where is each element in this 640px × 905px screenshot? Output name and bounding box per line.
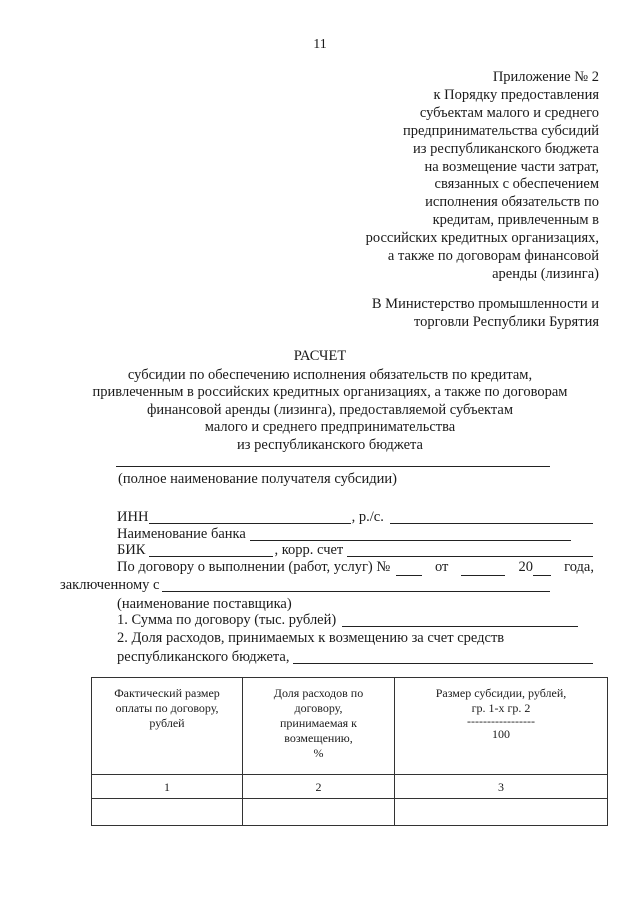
header-actual-payment: Фактический размер оплаты по договору, рублей	[92, 678, 243, 775]
column-number-1: 1	[92, 775, 243, 799]
subsidy-amount-cell[interactable]	[395, 799, 608, 826]
contract-sum-field[interactable]	[342, 613, 578, 627]
contract-label: По договору о выполнении (работ, услуг) №	[117, 559, 391, 575]
table-header-row	[92, 678, 608, 775]
subtitle-line: из республиканского бюджета	[237, 436, 423, 453]
contract-row	[117, 558, 594, 576]
document-subtitle	[80, 367, 580, 454]
share-field[interactable]	[293, 650, 593, 664]
contract-date-field[interactable]	[461, 562, 505, 576]
supplier-caption: (наименование поставщика)	[117, 596, 292, 612]
share-row-2	[117, 648, 594, 666]
subtitle-line: субсидии по обеспечению исполнения обязательств по кредитам,	[127, 367, 533, 383]
column-number-2: 2	[243, 775, 395, 799]
corr-account-field[interactable]	[347, 543, 593, 557]
header-subsidy-amount: Размер субсидии, рублей, гр. 1-х гр. 2 ----------------- 100	[395, 678, 608, 775]
appendix-line: исполнения обязательств по	[425, 194, 599, 211]
account-field[interactable]	[390, 510, 593, 524]
addressee-line: торговли Республики Бурятия	[413, 314, 599, 330]
appendix-line: российских кредитных организациях,	[365, 230, 599, 247]
appendix-line: на возмещение части затрат,	[424, 158, 599, 175]
contract-sum-label: 1. Сумма по договору (тыс. рублей)	[117, 612, 337, 628]
bank-name-field[interactable]	[250, 527, 571, 541]
contract-year-field[interactable]	[533, 562, 551, 576]
contract-number-field[interactable]	[396, 562, 422, 576]
bik-label: БИК	[117, 542, 146, 558]
contract-sum-row	[117, 611, 594, 629]
inn-field[interactable]	[149, 510, 350, 524]
account-label: , р./с.	[351, 509, 384, 525]
inn-row	[117, 508, 594, 526]
contract-from-label: от	[434, 559, 449, 575]
appendix-line: аренды (лизинга)	[492, 265, 599, 282]
subtitle-line: привлеченным в российских кредитных организациях, а также по договорам	[92, 384, 568, 401]
subtitle-line: малого и среднего предпринимательства	[204, 419, 456, 436]
document-title: РАСЧЕТ	[293, 348, 347, 364]
addressee-block	[279, 295, 599, 331]
inn-label: ИНН	[117, 509, 149, 525]
appendix-line: связанных с обеспечением	[434, 176, 599, 193]
corr-account-label: , корр. счет	[274, 542, 344, 558]
subtitle-line: финансовой аренды (лизинга), предоставляемой субъектам	[146, 401, 513, 418]
contract-year-prefix: 20	[518, 559, 534, 575]
concluded-with-label: заключенному с	[60, 577, 160, 593]
share-label-line1: 2. Доля расходов, принимаемых к возмещению за счет средств	[117, 630, 505, 646]
contract-year-suffix: года,	[564, 559, 594, 575]
bik-row	[117, 541, 594, 559]
calculation-table	[91, 677, 608, 826]
concluded-row	[60, 576, 550, 594]
bank-name-label: Наименование банка	[117, 526, 246, 542]
expense-share-cell[interactable]	[243, 799, 395, 826]
table-row	[92, 799, 608, 826]
supplier-field[interactable]	[162, 578, 550, 592]
table-column-numbers-row	[92, 775, 608, 799]
column-number-3: 3	[395, 775, 608, 799]
share-label-line2: республиканского бюджета,	[117, 649, 290, 665]
share-row-1	[117, 629, 594, 647]
appendix-line: к Порядку предоставления	[433, 86, 599, 103]
recipient-caption: (полное наименование получателя субсидии)	[118, 471, 397, 487]
page-number: 11	[313, 37, 327, 52]
appendix-block	[279, 69, 599, 284]
bik-field[interactable]	[149, 543, 273, 557]
appendix-line: из республиканского бюджета	[413, 140, 599, 157]
appendix-line: субъектам малого и среднего	[419, 104, 599, 121]
appendix-line: а также по договорам финансовой	[387, 248, 599, 265]
appendix-line: Приложение № 2	[492, 69, 599, 85]
addressee-line: В Министерство промышленности и	[371, 296, 599, 312]
appendix-line: предпринимательства субсидий	[403, 122, 599, 139]
actual-payment-cell[interactable]	[92, 799, 243, 826]
header-expense-share: Доля расходов по договору, принимаемая к возмещению, %	[243, 678, 395, 775]
appendix-line: кредитам, привлеченным в	[432, 212, 599, 229]
recipient-name-field[interactable]	[116, 466, 550, 467]
